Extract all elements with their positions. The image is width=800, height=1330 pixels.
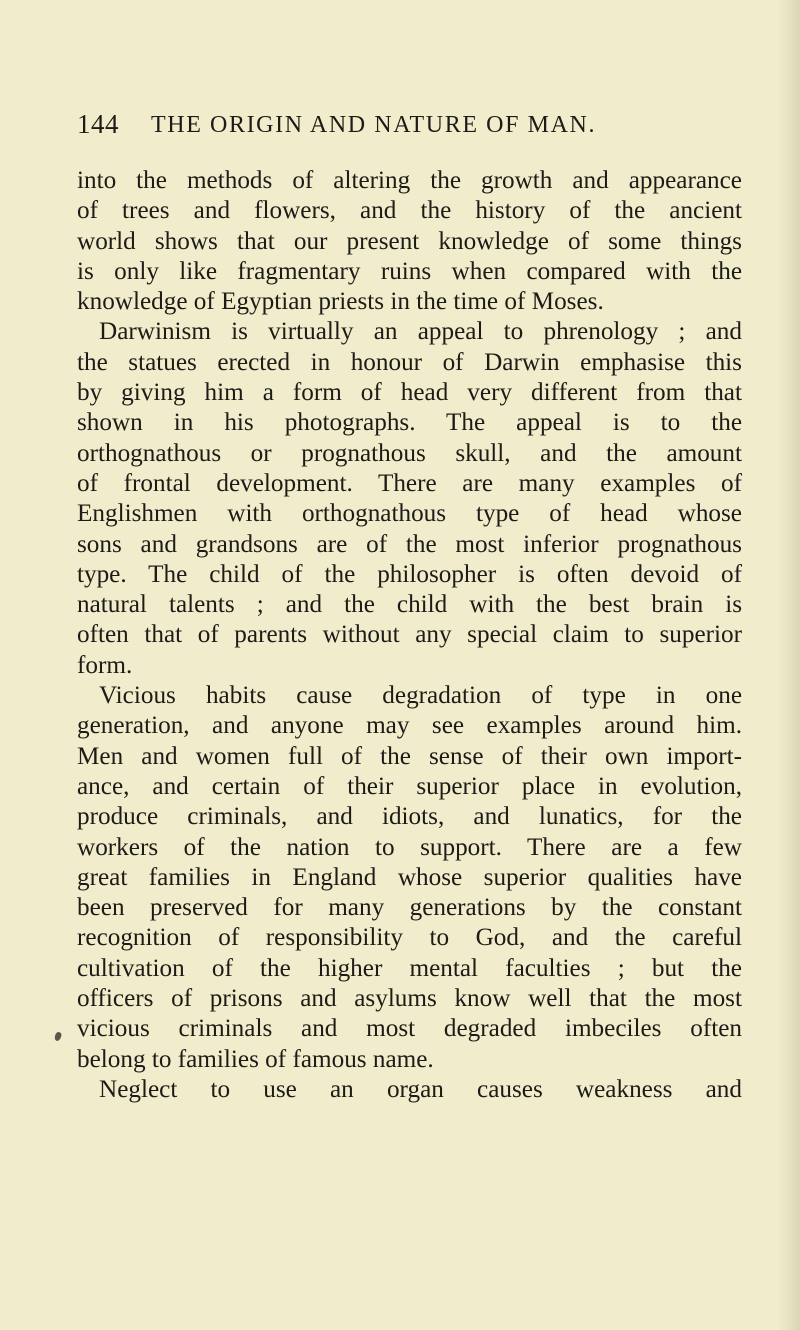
text-line: is only like fragmentary ruins when compared with the: [77, 257, 742, 285]
margin-ink-mark: [54, 1031, 63, 1042]
text-line: knowledge of Egyptian priests in the time of Moses.: [77, 288, 604, 316]
text-line: great families in England whose superior qualities have: [77, 863, 742, 891]
text-line: the statues erected in honour of Darwin emphasise this: [77, 348, 742, 376]
text-line: natural talents ; and the child with the best brain is: [77, 591, 742, 619]
text-line: of trees and flowers, and the history of the ancient: [77, 197, 742, 225]
text-line: vicious criminals and most degraded imbeciles often: [77, 1015, 742, 1043]
text-line: workers of the nation to support. There are a few: [77, 833, 742, 861]
text-line: often that of parents without any special claim to superior: [77, 621, 742, 649]
text-line: Englishmen with orthognathous type of head whose: [77, 500, 742, 528]
text-line: Men and women full of the sense of their own import-: [77, 742, 742, 770]
running-title: THE ORIGIN AND NATURE OF MAN.: [151, 112, 597, 138]
text-line: sons and grandsons are of the most inferior prognathous: [77, 530, 742, 558]
text-line: officers of prisons and asylums know well that the most: [77, 985, 742, 1013]
text-line: ance, and certain of their superior place in evolution,: [77, 772, 742, 800]
text-line: orthognathous or prognathous skull, and the amount: [77, 439, 742, 467]
text-line: form.: [77, 651, 133, 679]
text-line: produce criminals, and idiots, and lunatics, for the: [77, 803, 742, 831]
text-line: of frontal development. There are many examples of: [77, 469, 742, 497]
body-text: [77, 166, 742, 1105]
text-line: recognition of responsibility to God, and the careful: [77, 924, 742, 952]
text-line: been preserved for many generations by the constant: [77, 894, 742, 922]
text-line: world shows that our present knowledge of some things: [77, 227, 742, 255]
text-line: by giving him a form of head very different from that: [77, 379, 742, 407]
paragraph-start-line: Darwinism is virtually an appeal to phrenology ; and: [99, 318, 742, 346]
paragraph-start-line: Vicious habits cause degradation of type in one: [99, 682, 742, 710]
text-line: generation, and anyone may see examples around him.: [77, 712, 742, 740]
text-line: type. The child of the philosopher is often devoid of: [77, 560, 742, 588]
text-line: cultivation of the higher mental faculties ; but the: [77, 954, 742, 982]
page-header: [77, 106, 757, 146]
text-line: into the methods of altering the growth and appearance: [77, 167, 742, 194]
page-number: 144: [77, 109, 119, 139]
page-edge-shadow: [778, 0, 800, 1330]
text-line: shown in his photographs. The appeal is to the: [77, 409, 742, 437]
text-line: belong to families of famous name.: [77, 1045, 434, 1073]
paragraph-start-line: Neglect to use an organ causes weakness and: [99, 1075, 742, 1103]
